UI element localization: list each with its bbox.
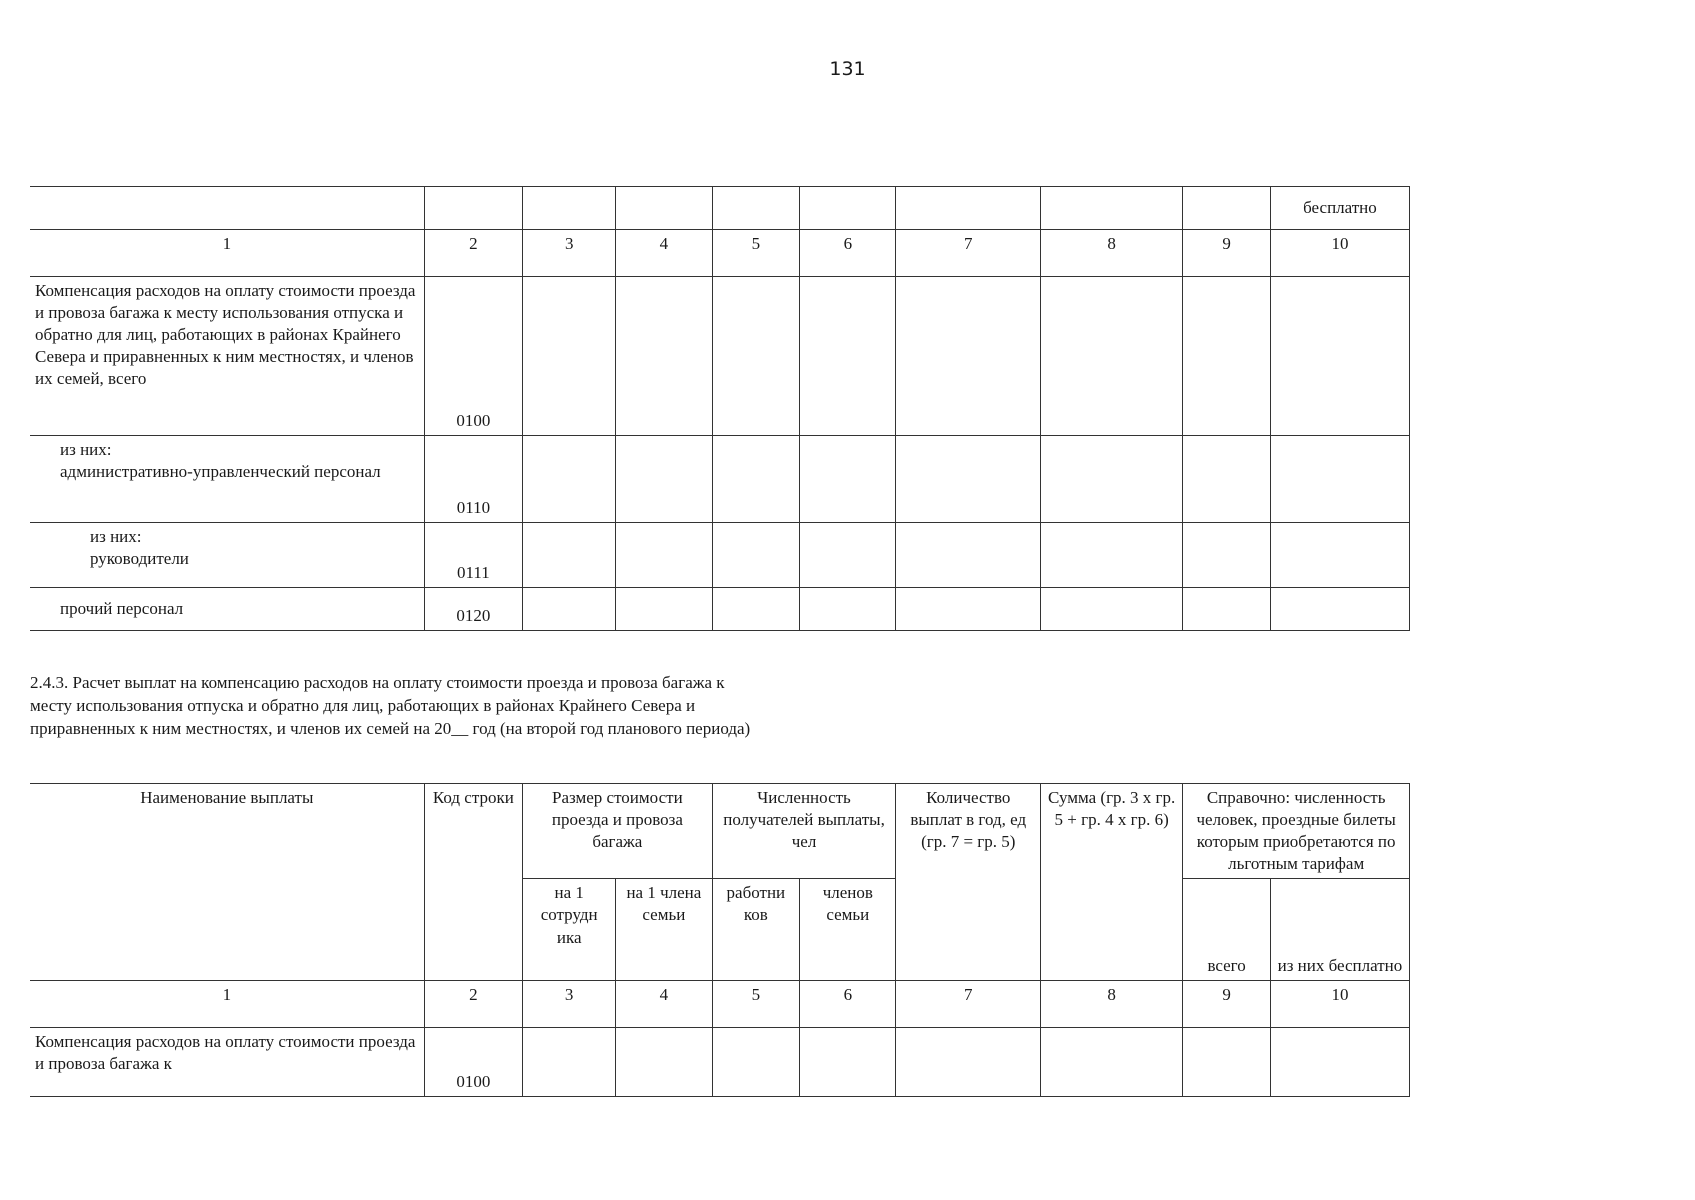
- row-code: 0100: [424, 1028, 523, 1097]
- col-num: 6: [800, 230, 896, 277]
- table2-header-row-1: [30, 784, 1410, 879]
- header-cost-per-employee: на 1 сотрудн ика: [523, 879, 616, 981]
- col-num: 6: [800, 981, 896, 1028]
- col-num: 4: [616, 981, 712, 1028]
- header-recipients-workers: работни ков: [712, 879, 800, 981]
- table2-column-numbers: [30, 981, 1410, 1028]
- header-cost-per-family: на 1 члена семьи: [616, 879, 712, 981]
- col-num: 3: [523, 230, 616, 277]
- row-name: Компенсация расходов на оплату стоимости проезда и провоза багажа к: [30, 1028, 424, 1097]
- header-ref-free: из них бесплатно: [1270, 879, 1409, 981]
- header-count-formula: (гр. 7 = гр. 5): [921, 832, 1016, 852]
- row-name: прочий персонал: [30, 588, 424, 631]
- col-num: 2: [424, 981, 523, 1028]
- row-name: из них: руководители: [30, 523, 424, 588]
- col-num: 3: [523, 981, 616, 1028]
- col-num: 10: [1270, 981, 1409, 1028]
- table1-column-numbers: [30, 230, 1410, 277]
- col-num: 10: [1270, 230, 1409, 277]
- table-row: [30, 277, 1410, 436]
- page-number: 131: [829, 58, 866, 80]
- header-name: Наименование выплаты: [30, 784, 424, 981]
- col-num: 5: [712, 981, 800, 1028]
- table-compensation-first: [30, 186, 1410, 631]
- header-sum: Сумма (гр. 3 х гр. 5 + гр. 4 х гр. 6): [1041, 784, 1183, 981]
- header-reference: Справочно: численность человек, проездные билеты которым приобретаются по льготным тарифам: [1183, 784, 1410, 879]
- table-row: [30, 1028, 1410, 1097]
- row-name: Компенсация расходов на оплату стоимости проезда и провоза багажа к месту использования отпуска и обратно для лиц, работающих в районах Крайнего Севера и приравненных к ним местностях, и членов их семей, всего: [30, 277, 424, 436]
- table-row: [30, 523, 1410, 588]
- header-count: [896, 784, 1041, 981]
- col-num: 5: [712, 230, 800, 277]
- row-code: 0110: [424, 436, 523, 523]
- col-num: 2: [424, 230, 523, 277]
- table-compensation-second-year: [30, 783, 1410, 1097]
- header-recipients-family: членов семьи: [800, 879, 896, 981]
- table-row: [30, 436, 1410, 523]
- header-code: Код строки: [424, 784, 523, 981]
- col-num: 9: [1183, 981, 1271, 1028]
- col-num: 9: [1183, 230, 1271, 277]
- col-num: 8: [1041, 981, 1183, 1028]
- col-num: 4: [616, 230, 712, 277]
- row-code: 0100: [424, 277, 523, 436]
- table1-header-row: [30, 187, 1410, 230]
- col-num: 7: [896, 230, 1041, 277]
- col-num: 8: [1041, 230, 1183, 277]
- col-num: 1: [30, 230, 424, 277]
- header-recipients: Численность получателей выплаты, чел: [712, 784, 896, 879]
- section-heading: 2.4.3. Расчет выплат на компенсацию расходов на оплату стоимости проезда и провоза багажа к месту использования отпуска и обратно для лиц, работающих в районах Крайнего Севера и приравненных к ним местностях, и членов их семей на 20__ год (на второй год планового периода): [30, 673, 751, 738]
- row-name: из них: административно-управленческий персонал: [30, 436, 424, 523]
- header-ref-total: всего: [1183, 879, 1271, 981]
- header-free: бесплатно: [1270, 187, 1409, 230]
- header-cost: Размер стоимости проезда и провоза багажа: [523, 784, 712, 879]
- col-num: 7: [896, 981, 1041, 1028]
- row-code: 0120: [424, 588, 523, 631]
- table-row: [30, 588, 1410, 631]
- col-num: 1: [30, 981, 424, 1028]
- header-count-label: Количество выплат в год, ед: [910, 788, 1027, 830]
- row-code: 0111: [424, 523, 523, 588]
